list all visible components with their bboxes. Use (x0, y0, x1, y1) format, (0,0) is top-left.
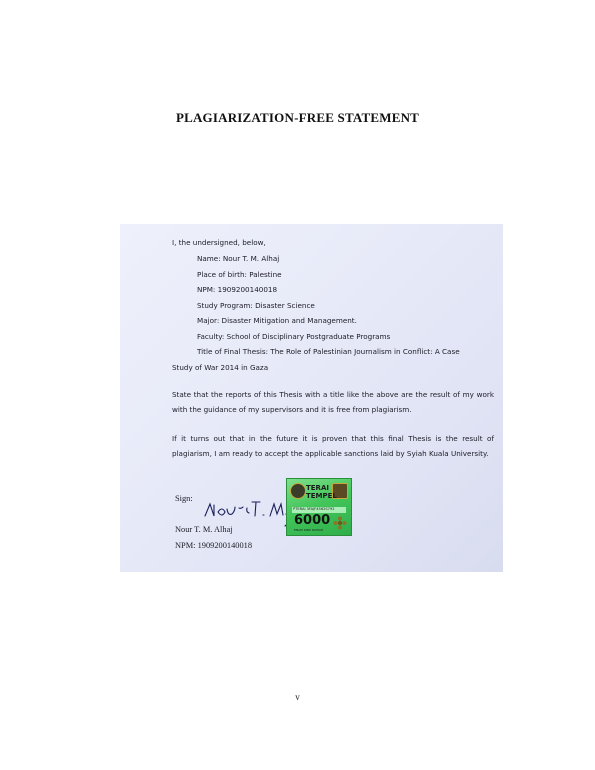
statement-paragraph-1: State that the reports of this Thesis with a title like the above are the result of my work with the guidance of my supervisors and it is free from plagiarism. (172, 390, 494, 414)
stamp-serial: PTERAI 3FAJF4562S792 (293, 507, 335, 511)
flower-icon (333, 516, 347, 530)
stamp-line-1: TERAI (306, 484, 329, 492)
emblem-icon (290, 483, 306, 499)
signer-npm: NPM: 1909200140018 (175, 541, 253, 550)
thesis-title-line-2: Study of War 2014 in Gaza (172, 363, 269, 372)
statement-paragraph-2: If it turns out that in the future it is proven that this final Thesis is the result of plagiarism, I am ready to accept the applicable sanctions laid by Syiah Kuala University. (172, 434, 494, 458)
field-study-program: Study Program: Disaster Science (197, 301, 315, 310)
field-name: Name: Nour T. M. Alhaj (197, 254, 280, 263)
revenue-stamp (286, 478, 352, 536)
field-npm: NPM: 1909200140018 (197, 285, 278, 294)
thesis-title-line-1: Title of Final Thesis: The Role of Palestinian Journalism in Conflict: A Case (197, 347, 460, 356)
stamp-line-2: TEMPEL (306, 492, 337, 500)
page-title: PLAGIARIZATION-FREE STATEMENT (175, 110, 420, 125)
intro-line: I, the undersigned, below, (172, 238, 266, 247)
field-major: Major: Disaster Mitigation and Management. (197, 316, 357, 325)
page-number: v (295, 692, 300, 702)
statement-photo (120, 224, 503, 572)
sign-label: Sign: (175, 494, 193, 503)
signer-name: Nour T. M. Alhaj (175, 525, 233, 534)
field-faculty: Faculty: School of Disciplinary Postgraduate Programs (197, 332, 391, 341)
stamp-value: 6000 (294, 513, 331, 528)
stamp-value-label: ENAM RIBU RUPIAH (294, 528, 324, 532)
field-place-of-birth: Place of birth: Palestine (197, 270, 282, 279)
